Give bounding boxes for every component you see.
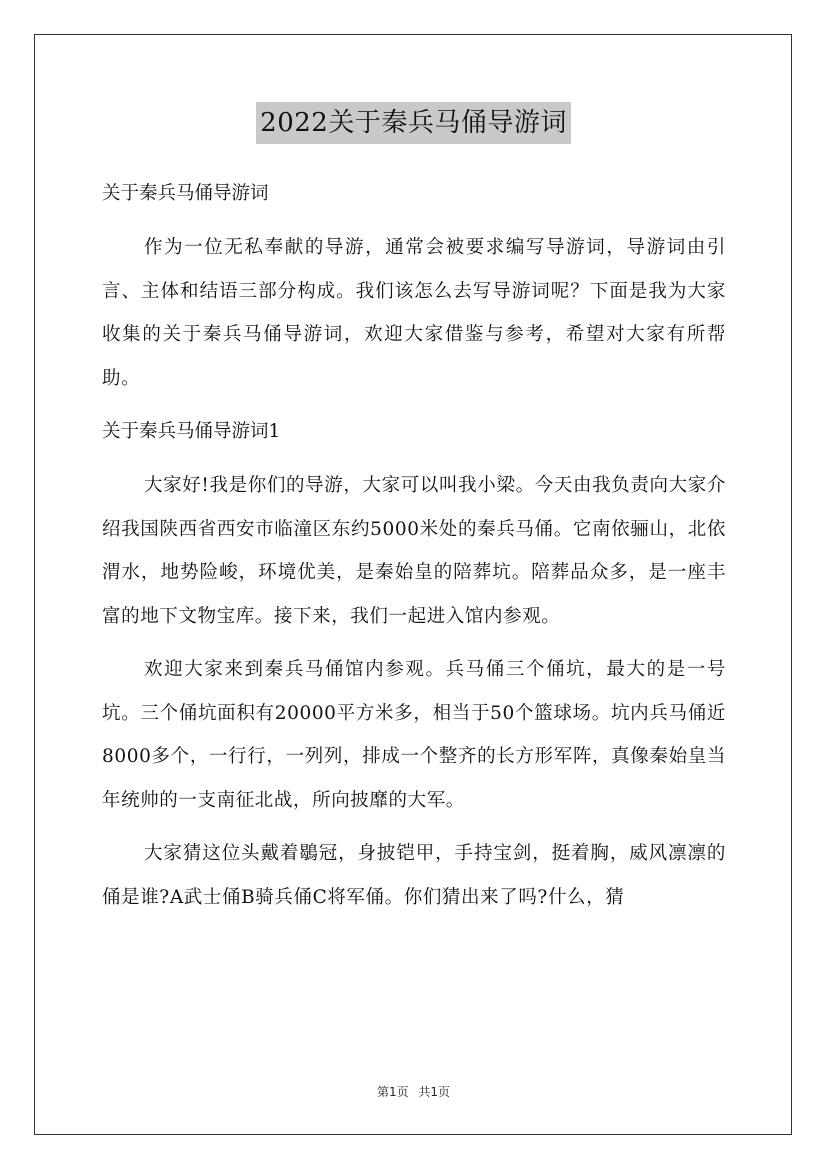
page-number: 第1页 (376, 1085, 409, 1099)
document-body (102, 172, 726, 929)
section-heading: 关于秦兵马俑导游词1 (102, 421, 281, 442)
body-paragraph: 大家猜这位头戴着鶡冠，身披铠甲，手持宝剑，挺着胸，威风凛凛的俑是谁?A武士俑B骑兵俑C将军俑。你们猜出来了吗?什么，猜 (102, 843, 726, 908)
page-total: 共1页 (418, 1085, 451, 1099)
intro-paragraph: 作为一位无私奉献的导游，通常会被要求编写导游词，导游词由引言、主体和结语三部分构成。我们该怎么去写导游词呢？下面是我为大家收集的关于秦兵马俑导游词，欢迎大家借鉴与参考，希望对大家有所帮助。 (102, 237, 726, 389)
title-wrap (0, 102, 827, 144)
document-title: 2022关于秦兵马俑导游词 (256, 102, 571, 144)
subtitle: 关于秦兵马俑导游词 (102, 183, 269, 204)
body-paragraph: 大家好!我是你们的导游，大家可以叫我小梁。今天由我负责向大家介绍我国陕西省西安市临潼区东约5000米处的秦兵马俑。它南依骊山，北依渭水，地势险峻，环境优美，是秦始皇的陪葬坑。陪葬品众多，是一座丰富的地下文物宝库。接下来，我们一起进入馆内参观。 (102, 475, 726, 627)
page-footer (0, 1083, 827, 1100)
body-paragraph: 欢迎大家来到秦兵马俑馆内参观。兵马俑三个俑坑，最大的是一号坑。三个俑坑面积有20000平方米多，相当于50个篮球场。坑内兵马俑近8000多个，一行行，一列列，排成一个整齐的长方形军阵，真像秦始皇当年统帅的一支南征北战，所向披靡的大军。 (102, 659, 726, 811)
